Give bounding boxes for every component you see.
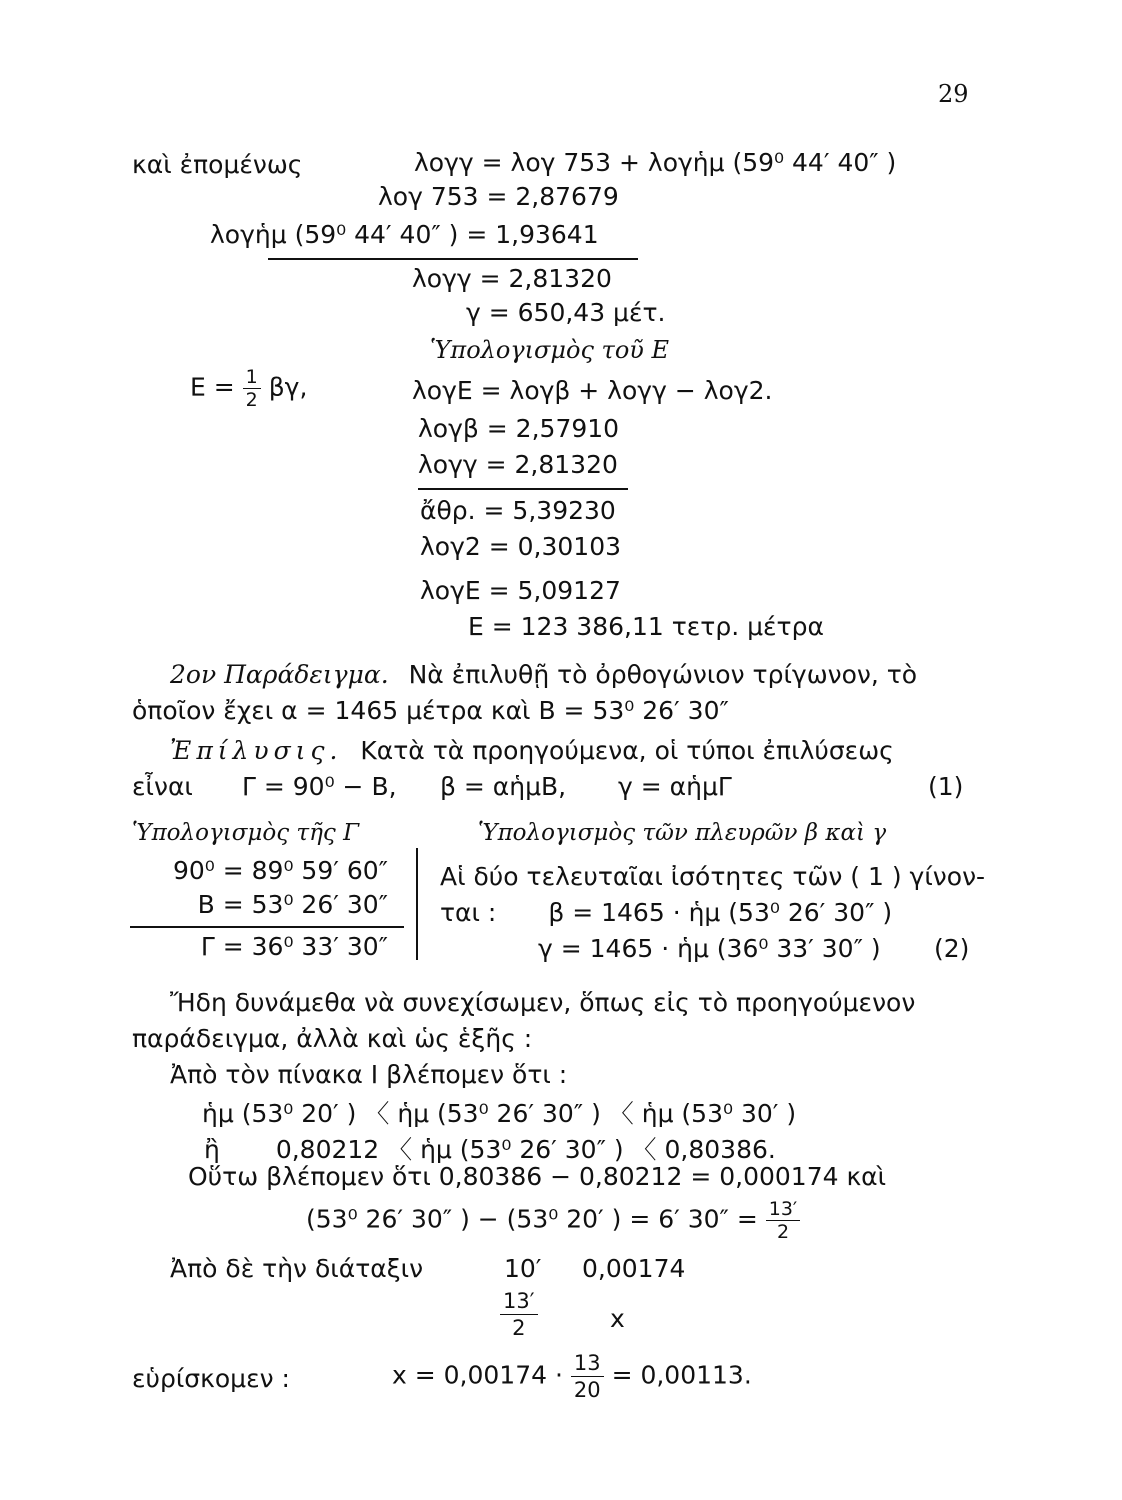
fraction-denominator: 2: [776, 1221, 790, 1243]
equation: Γ = 36⁰ 33′ 30″: [200, 932, 388, 961]
equation: λογβ = 2,57910: [418, 414, 620, 443]
inequality-values: 0,80212 〈 ἡμ (53⁰ 26′ 30″ ) 〈 0,80386.: [275, 1135, 776, 1164]
text: εἶναι: [132, 772, 193, 801]
equation: λογἡμ (59⁰ 44′ 40″ ) = 1,93641: [210, 220, 599, 249]
equation: λογ2 = 0,30103: [420, 532, 622, 561]
text: ται :: [440, 898, 497, 927]
lead-text: εὑρίσκομεν :: [132, 1364, 290, 1393]
fraction-denominator: 2: [245, 389, 258, 411]
fraction: [243, 366, 261, 411]
paragraph-line: Αἱ δύο τελευταῖαι ἰσότητες τῶν ( 1 ) γίνον-: [440, 862, 986, 891]
equation-number: (2): [934, 934, 970, 963]
page-number: 29: [938, 80, 969, 108]
equation: ἄθρ. = 5,39230: [420, 496, 616, 525]
paragraph-line: Οὕτω βλέπομεν ὅτι 0,80386 − 0,80212 = 0,000174 καὶ: [188, 1162, 887, 1191]
example-text: Νὰ ἐπιλυθῇ τὸ ὀρθογώνιον τρίγωνον, τὸ: [408, 660, 918, 689]
table-cell: x: [610, 1304, 625, 1333]
equation-number: (1): [928, 772, 964, 801]
fraction-numerator: 13: [571, 1350, 604, 1377]
right-heading: Ὑπολογισμὸς τῶν πλευρῶν β καὶ γ: [478, 820, 887, 846]
text: ἢ: [204, 1135, 220, 1164]
column-divider: [416, 848, 418, 960]
paragraph-line: [440, 898, 892, 927]
equation: γ = 1465 · ἡμ (36⁰ 33′ 30″ ): [538, 934, 881, 963]
example-label: 2ον Παράδειγμα.: [170, 660, 389, 689]
solution-label: Ἐπίλυσις.: [170, 736, 343, 765]
table-cell: 0,00174: [582, 1254, 686, 1283]
equation: x = 0,00174 ·: [392, 1360, 563, 1390]
equation: λογγ = λογ 753 + λογἡμ (59⁰ 44′ 40″ ): [414, 148, 897, 177]
result-equation: [392, 1350, 752, 1403]
left-heading: Ὑπολογισμὸς τῆς Γ: [132, 820, 360, 846]
equation: λογγ = 2,81320: [418, 450, 618, 479]
area-rhs: βγ,: [268, 372, 308, 402]
section-heading: Ὑπολογισμὸς τοῦ Ε: [430, 336, 670, 364]
formula-line: [132, 772, 984, 801]
equation: Β = 53⁰ 26′ 30″: [197, 890, 388, 919]
equation: β = 1465 · ἡμ (53⁰ 26′ 30″ ): [548, 898, 893, 927]
paragraph-line: ὁποῖον ἔχει α = 1465 μέτρα καὶ Β = 53⁰ 26′ 30″: [132, 696, 729, 725]
formula: γ = αἡμΓ: [618, 772, 732, 801]
fraction-numerator: 1: [243, 366, 261, 389]
fraction: [571, 1350, 604, 1403]
area-lhs: Ε =: [190, 372, 235, 402]
fraction-denominator: 2: [512, 1316, 526, 1340]
fraction-denominator: 20: [573, 1378, 601, 1402]
lead-text: Ἀπὸ δὲ τὴν διάταξιν: [170, 1254, 424, 1283]
equation: 90⁰ = 89⁰ 59′ 60″: [172, 856, 388, 885]
subtraction-rule: [130, 926, 404, 928]
equation: (53⁰ 26′ 30″ ) − (53⁰ 20′ ) = 6′ 30″ =: [306, 1204, 758, 1234]
area-formula: [190, 366, 307, 411]
table-cell: 10′: [504, 1254, 542, 1283]
paragraph-line: παράδειγμα, ἀλλὰ καὶ ὡς ἑξῆς :: [132, 1024, 533, 1053]
equation: γ = 650,43 μέτ.: [466, 298, 666, 327]
equation: = 0,00113.: [611, 1360, 752, 1390]
paragraph-line: Ἤδη δυνάμεθα νὰ συνεχίσωμεν, ὅπως εἰς τὸ προηγούμενον: [170, 988, 916, 1017]
equation: Ε = 123 386,11 τετρ. μέτρα: [468, 612, 824, 641]
equation: λογγ = 2,81320: [412, 264, 612, 293]
difference-line: [306, 1198, 800, 1243]
equation: λογΕ = 5,09127: [420, 576, 621, 605]
solution-text: Κατὰ τὰ προηγούμενα, οἱ τύποι ἐπιλύσεως: [360, 736, 894, 765]
inequality: ἡμ (53⁰ 20′ ) 〈 ἡμ (53⁰ 26′ 30″ ) 〈 ἡμ (53⁰ 30′ ): [202, 1099, 797, 1128]
paragraph-line: [170, 660, 917, 689]
sum-rule: [418, 488, 628, 490]
equation: λογΕ = λογβ + λογγ − λογ2.: [412, 376, 773, 405]
paragraph-line: Ἀπὸ τὸν πίνακα Ι βλέπομεν ὅτι :: [170, 1060, 568, 1089]
equation: λογ 753 = 2,87679: [378, 182, 619, 211]
lead-text: καὶ ἐπομένως: [132, 150, 303, 179]
fraction-numerator: 13′: [500, 1288, 538, 1315]
inequality: [204, 1130, 776, 1166]
table-cell: [500, 1288, 538, 1341]
sum-rule: [268, 258, 638, 260]
fraction: [766, 1198, 801, 1243]
formula: Γ = 90⁰ − Β,: [242, 772, 397, 801]
formula: β = αἡμΒ,: [440, 772, 567, 801]
fraction-numerator: 13′: [766, 1198, 801, 1221]
paragraph-line: [170, 736, 894, 765]
fraction: [500, 1288, 538, 1341]
